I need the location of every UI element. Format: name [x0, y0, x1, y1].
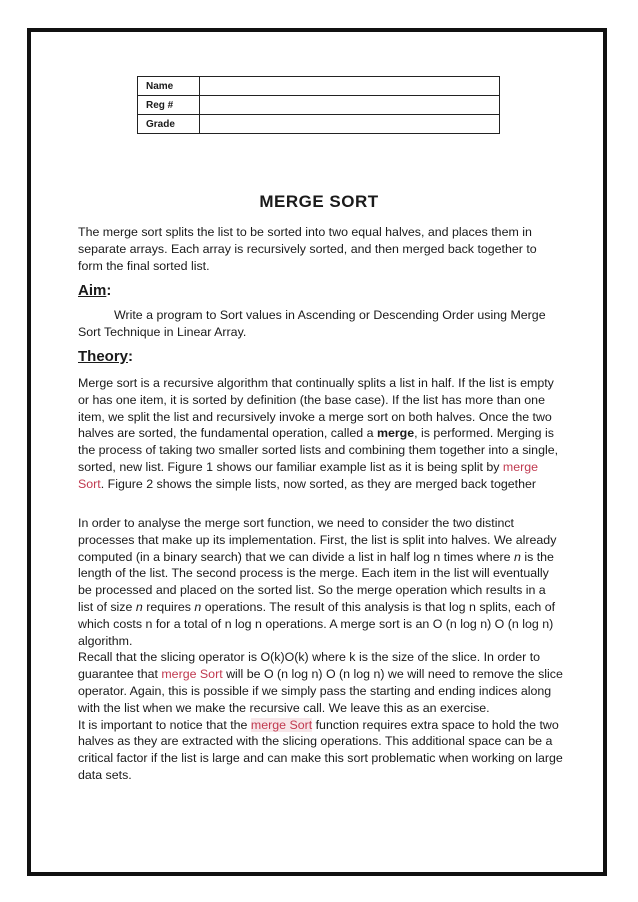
var-n: n [513, 549, 521, 564]
text-run: operations. The result of this analysis is that log n splits, each of which costs n for a total of n log n operations. A merge sort is an O (n log n) O (n log n) algorithm. [78, 599, 556, 648]
document-title: MERGE SORT [259, 192, 379, 211]
student-info-table [137, 76, 500, 134]
merge-sort-link[interactable]: merge Sort [250, 717, 313, 732]
figure-1-ref[interactable]: Figure 1 [167, 459, 213, 474]
theory-heading-colon: : [128, 348, 134, 365]
text-run: shows the simple lists, now sorted, as they are merged back together [153, 476, 537, 491]
name-label: Name [138, 77, 200, 96]
var-n: n [194, 599, 202, 614]
theory-heading [78, 348, 133, 365]
merge-term: merge [376, 426, 415, 441]
aim-heading-colon: : [106, 282, 112, 299]
theory-paragraph-1 [78, 375, 564, 493]
text-run: It is important to notice that the [78, 717, 251, 732]
reg-field[interactable] [200, 96, 500, 115]
grade-field[interactable] [200, 115, 500, 134]
reg-label: Reg # [138, 96, 200, 115]
intro-paragraph: The merge sort splits the list to be sorted into two equal halves, and places them in separate arrays. Each array is recursively sorted, and then merged back together to form the final sorted list. [78, 225, 537, 273]
text-run: In order to analyse the merge sort function, we need to consider the two distinct processes that make up its implementation. First, the list is split into halves. We already computed (in a binary search) that we can divide a list in half log n times where [78, 516, 557, 564]
merge-sort-link[interactable]: merge Sort [78, 459, 539, 491]
info-row-reg [138, 96, 500, 115]
info-row-name [138, 77, 500, 96]
text-run: requires [142, 599, 195, 614]
aim-heading [78, 282, 111, 299]
text-run: Recall that the slicing operator is O(k)O(k) where k is the size of the slice. In order to guarantee that [78, 650, 541, 682]
text-run: . [100, 476, 108, 491]
text-run: shows our familiar example list as it is being split by [213, 459, 503, 474]
merge-sort-link[interactable]: merge Sort [161, 667, 223, 682]
text-run: is the length of the list. The second process is the merge. Each item in the list will eventually be processed and placed on the sorted list. So the merge operation which results in a list of size [78, 549, 554, 614]
name-field[interactable] [200, 77, 500, 96]
grade-label: Grade [138, 115, 200, 134]
text-run: function requires extra space to hold the two halves as they are extracted with the slicing operations. This additional space can be a critical factor if the list is large and can make this sort problematic when working on large data sets. [78, 717, 563, 782]
text-run: , is performed. Merging is the process of taking two smaller sorted lists and combining them together into a single, sorted, new list. [78, 426, 559, 474]
figure-2-ref[interactable]: Figure 2 [107, 476, 154, 491]
text-run: Merge sort is a recursive algorithm that continually splits a list in half. If the list is empty or has one item, it is sorted by definition (the base case). If the list has more than one item, we split the list and recursively invoke a merge sort on both halves. Once the two halves are sorted, the fundamental operation, called a [78, 376, 554, 441]
theory-heading-text: Theory [78, 348, 129, 365]
text-run: will be O (n log n) O (n log n) we will need to remove the slice operator. Again, this is possible if we simply pass the starting and ending indices along with the list when we make the recursive call. We leave this as an exercise. [78, 667, 563, 715]
aim-paragraph: Write a program to Sort values in Ascending or Descending Order using Merge Sort Technique in Linear Array. [78, 308, 546, 339]
info-row-grade [138, 115, 500, 134]
var-n: n [135, 599, 143, 614]
aim-heading-text: Aim [78, 282, 107, 299]
theory-paragraph-2 [78, 515, 564, 784]
